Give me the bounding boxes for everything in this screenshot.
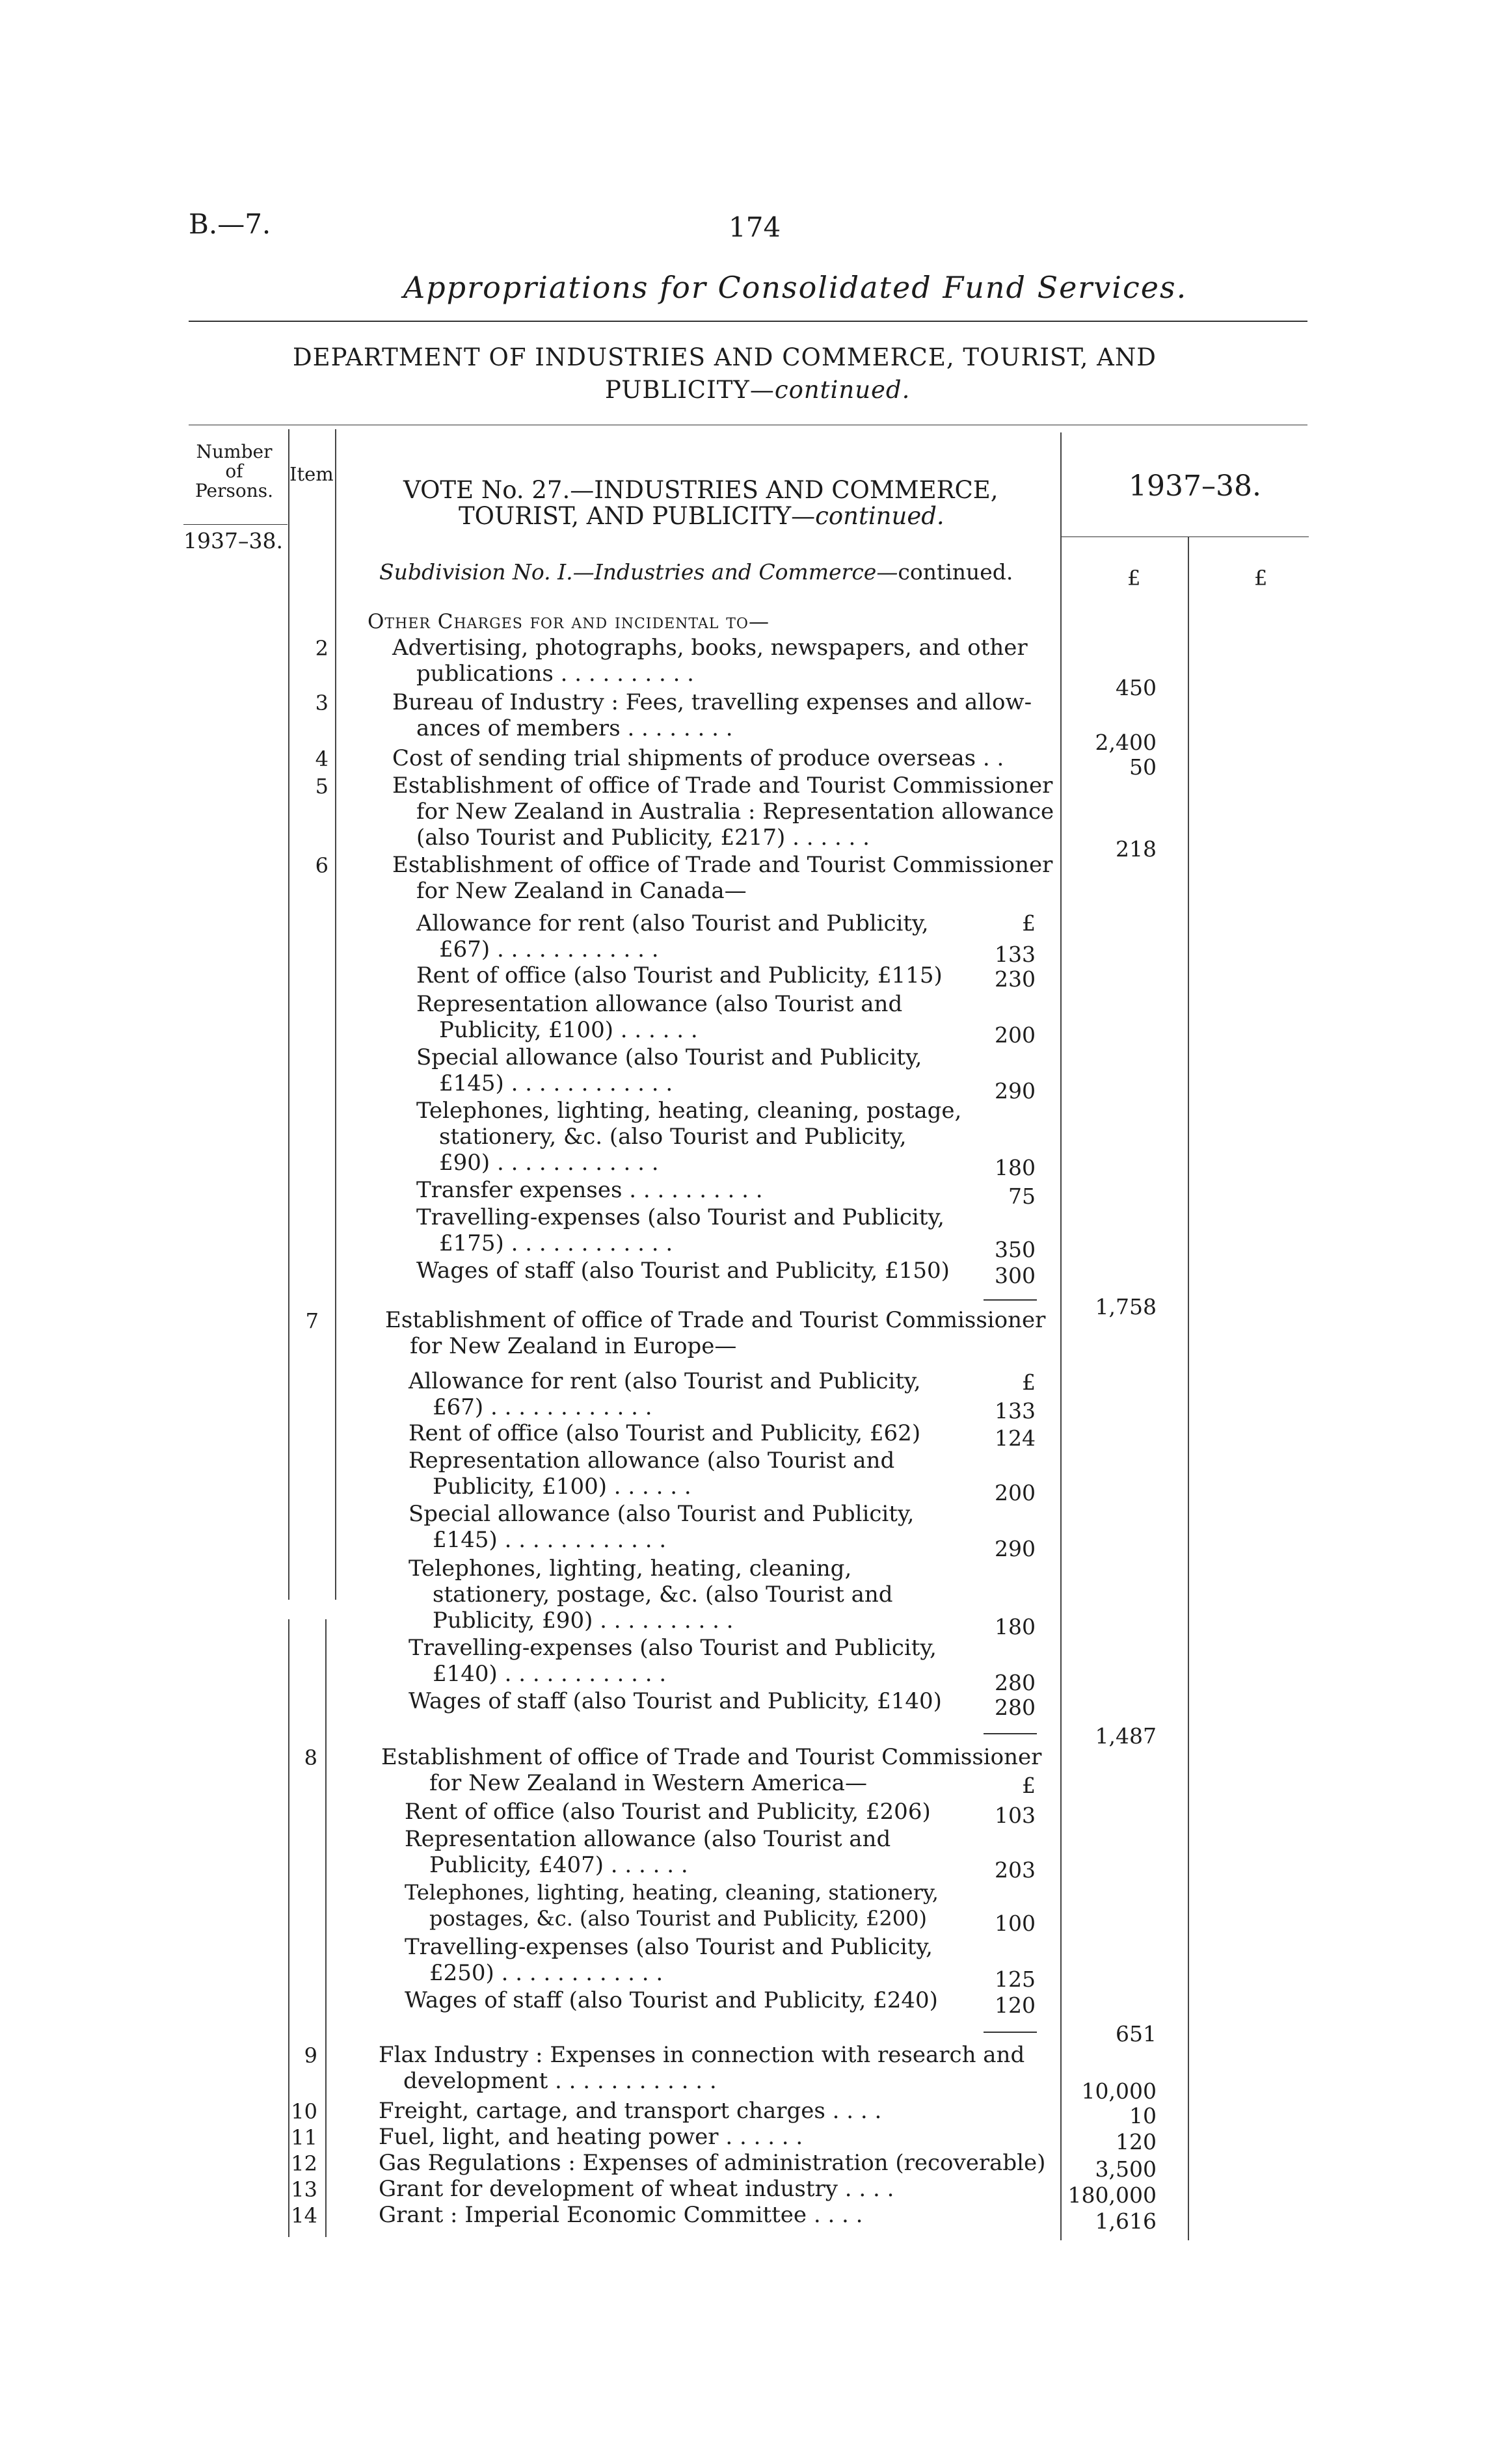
amount-year-label: 1937–38.	[1129, 470, 1261, 503]
item-text: for New Zealand in Australia : Representation allowance	[416, 799, 1054, 825]
item-amount: 180,000	[1067, 2182, 1157, 2208]
item-amount: 10,000	[1081, 2078, 1157, 2104]
item-number: 5	[315, 774, 328, 799]
item-number: 6	[315, 853, 328, 878]
sub-item-amount: 124	[995, 1425, 1036, 1451]
item-text: Fuel, light, and heating power . . . . . .	[379, 2124, 803, 2150]
sub-item-text: Allowance for rent (also Tourist and Publicity,	[409, 1368, 921, 1394]
sub-item-amount: 120	[995, 1993, 1036, 2018]
item-amount: 2,400	[1095, 730, 1157, 755]
sub-item-text: Telephones, lighting, heating, cleaning, postage,	[416, 1098, 962, 1124]
sub-item-text: Representation allowance (also Tourist and	[416, 991, 903, 1017]
item-text: Establishment of office of Trade and Tourist Commissioner	[392, 773, 1053, 799]
item-text: Freight, cartage, and transport charges . . . .	[379, 2098, 882, 2124]
sub-item-text: Travelling-expenses (also Tourist and Publicity,	[416, 1204, 944, 1230]
sub-item-amount: 290	[995, 1078, 1036, 1104]
item-number: 3	[315, 691, 328, 715]
item-number: 8	[304, 1745, 317, 1770]
item-total: 1,487	[1095, 1723, 1157, 1749]
sub-item-text: Telephones, lighting, heating, cleaning,	[409, 1556, 852, 1582]
document-reference: B.—7.	[189, 208, 271, 240]
department-heading-line1: DEPARTMENT OF INDUSTRIES AND COMMERCE, TOURIST, AND	[293, 343, 1157, 371]
department-heading-line2: PUBLICITY—continued.	[605, 376, 911, 404]
sub-item-text: £145) . . . . . . . . . . . .	[439, 1070, 673, 1096]
page-title: Appropriations for Consolidated Fund Services.	[403, 270, 1188, 305]
sub-item-text: Rent of office (also Tourist and Publicity, £62)	[409, 1420, 921, 1446]
sub-item-text: Telephones, lighting, heating, cleaning, stationery,	[405, 1880, 939, 1905]
pound-symbol: £	[1022, 1370, 1036, 1395]
item-amount: 10	[1129, 2103, 1157, 2128]
sub-item-amount: 280	[995, 1670, 1036, 1695]
col-rule-item	[335, 429, 336, 1600]
pound-symbol: £	[1022, 910, 1036, 936]
persons-rule	[183, 524, 288, 525]
sub-item-amount: 133	[995, 942, 1036, 967]
subtotal-rule	[984, 1733, 1037, 1734]
sub-item-text: £90) . . . . . . . . . . . .	[439, 1150, 659, 1176]
subdivision-heading: Subdivision No. I.—Industries and Commerce—continued.	[379, 559, 1013, 585]
item-text: for New Zealand in Canada—	[416, 878, 747, 904]
item-number: 7	[305, 1308, 319, 1333]
item-text: Establishment of office of Trade and Tourist Commissioner	[392, 852, 1053, 878]
item-amount: 218	[1116, 836, 1157, 862]
pound-symbol-col2: £	[1254, 566, 1268, 590]
sub-item-amount: 280	[995, 1695, 1036, 1720]
sub-item-amount: 75	[1008, 1184, 1036, 1209]
item-text: Establishment of office of Trade and Tourist Commissioner	[385, 1307, 1046, 1333]
vote-heading-line1: VOTE No. 27.—INDUSTRIES AND COMMERCE,	[403, 476, 998, 504]
sub-item-text: Allowance for rent (also Tourist and Publicity,	[416, 910, 929, 936]
item-text: Grant : Imperial Economic Committee . . . .	[379, 2202, 863, 2228]
item-number: 12	[291, 2151, 317, 2176]
item-number: 11	[291, 2125, 317, 2150]
sub-item-text: Representation allowance (also Tourist and	[409, 1448, 895, 1474]
sub-item-text: stationery, &c. (also Tourist and Publicity,	[439, 1124, 907, 1150]
item-total: 651	[1116, 2021, 1157, 2047]
col-rule-item-lower	[325, 1619, 327, 2237]
sub-item-amount: 300	[995, 1263, 1036, 1288]
sub-item-amount: 230	[995, 966, 1036, 992]
item-text: for New Zealand in Western America—	[429, 1770, 867, 1796]
item-text: Bureau of Industry : Fees, travelling expenses and allow-	[392, 689, 1032, 715]
col-rule-number	[288, 429, 289, 1600]
sub-item-text: Special allowance (also Tourist and Publicity,	[416, 1044, 922, 1070]
pound-symbol-col1: £	[1127, 566, 1141, 590]
item-amount: 1,616	[1095, 2208, 1157, 2234]
persons-year-label: 1937–38.	[183, 528, 283, 553]
item-text: development . . . . . . . . . . . .	[403, 2068, 717, 2094]
title-rule	[189, 321, 1307, 322]
sub-item-text: Wages of staff (also Tourist and Publicity, £150)	[416, 1258, 950, 1284]
sub-item-amount: 180	[995, 1155, 1036, 1180]
sub-item-text: Travelling-expenses (also Tourist and Publicity,	[409, 1635, 937, 1661]
item-number: 4	[315, 747, 328, 771]
item-amount: 120	[1116, 2129, 1157, 2154]
sub-item-text: stationery, postage, &c. (also Tourist and	[433, 1582, 893, 1608]
sub-item-text: postages, &c. (also Tourist and Publicity, £200)	[429, 1906, 927, 1931]
sub-item-amount: 203	[995, 1857, 1036, 1883]
item-text: Cost of sending trial shipments of produce overseas . .	[392, 745, 1004, 771]
item-number: 9	[304, 2043, 317, 2068]
sub-item-text: £140) . . . . . . . . . . . .	[433, 1661, 667, 1687]
sub-item-amount: 290	[995, 1536, 1036, 1561]
item-number: 2	[315, 636, 328, 661]
sub-item-text: £250) . . . . . . . . . . . .	[429, 1960, 663, 1986]
sub-item-text: Publicity, £90) . . . . . . . . . .	[433, 1608, 734, 1634]
pound-symbol: £	[1022, 1773, 1036, 1798]
item-number: 14	[291, 2203, 317, 2228]
sub-item-text: Transfer expenses . . . . . . . . . .	[416, 1177, 763, 1203]
item-text: Gas Regulations : Expenses of administration (recoverable)	[379, 2150, 1046, 2176]
sub-item-amount: 200	[995, 1022, 1036, 1048]
sub-item-text: Publicity, £100) . . . . . .	[433, 1474, 691, 1500]
sub-item-text: Publicity, £100) . . . . . .	[439, 1017, 698, 1043]
item-text: Establishment of office of Trade and Tourist Commissioner	[381, 1744, 1042, 1770]
item-text: publications . . . . . . . . . .	[416, 661, 694, 687]
sub-item-amount: 180	[995, 1614, 1036, 1639]
item-text: Advertising, photographs, books, newspapers, and other	[392, 635, 1028, 661]
sub-item-text: Rent of office (also Tourist and Publicity, £206)	[405, 1799, 931, 1825]
vote-heading-line2: TOURIST, AND PUBLICITY—continued.	[459, 502, 944, 530]
sub-item-text: Publicity, £407) . . . . . .	[429, 1852, 688, 1878]
sub-item-amount: 103	[995, 1803, 1036, 1828]
item-text: ances of members . . . . . . . .	[416, 715, 733, 741]
item-text: for New Zealand in Europe—	[410, 1333, 737, 1359]
subtotal-rule	[984, 1299, 1037, 1301]
col-rule-total	[1188, 537, 1189, 2240]
item-amount: 450	[1116, 675, 1157, 700]
col-rule-amounts	[1060, 432, 1062, 2240]
page-number: 174	[729, 211, 781, 243]
sub-item-text: Representation allowance (also Tourist and	[405, 1826, 891, 1852]
sub-item-text: Rent of office (also Tourist and Publicity, £115)	[416, 962, 943, 988]
sub-item-text: £175) . . . . . . . . . . . .	[439, 1230, 673, 1256]
sub-item-text: Travelling-expenses (also Tourist and Publicity,	[405, 1934, 933, 1960]
item-text: Flax Industry : Expenses in connection with research and	[379, 2042, 1025, 2068]
item-total: 1,758	[1095, 1294, 1157, 1319]
number-of-persons-header: Number of Persons.	[194, 441, 274, 501]
sub-item-amount: 100	[995, 1911, 1036, 1936]
item-header: Item	[289, 463, 334, 485]
sub-item-text: £67) . . . . . . . . . . . .	[439, 936, 659, 962]
item-text: (also Tourist and Publicity, £217) . . . . . .	[416, 825, 870, 851]
item-amount: 50	[1129, 754, 1157, 780]
item-amount: 3,500	[1095, 2156, 1157, 2182]
sub-item-amount: 125	[995, 1967, 1036, 1992]
sub-item-amount: 200	[995, 1480, 1036, 1505]
sub-item-text: £145) . . . . . . . . . . . .	[433, 1527, 667, 1553]
sub-item-amount: 350	[995, 1237, 1036, 1262]
other-charges-heading: Other Charges for and incidental to—	[368, 610, 770, 633]
sub-item-text: £67) . . . . . . . . . . . .	[433, 1394, 652, 1420]
subtotal-rule	[984, 2032, 1037, 2033]
sub-item-text: Wages of staff (also Tourist and Publicity, £140)	[409, 1688, 942, 1714]
sub-item-text: Special allowance (also Tourist and Publicity,	[409, 1501, 915, 1527]
item-number: 13	[291, 2177, 317, 2202]
sub-item-amount: 133	[995, 1398, 1036, 1424]
item-text: Grant for development of wheat industry . . . .	[379, 2176, 894, 2202]
sub-item-text: Wages of staff (also Tourist and Publicity, £240)	[405, 1987, 938, 2013]
item-number: 10	[291, 2099, 317, 2124]
